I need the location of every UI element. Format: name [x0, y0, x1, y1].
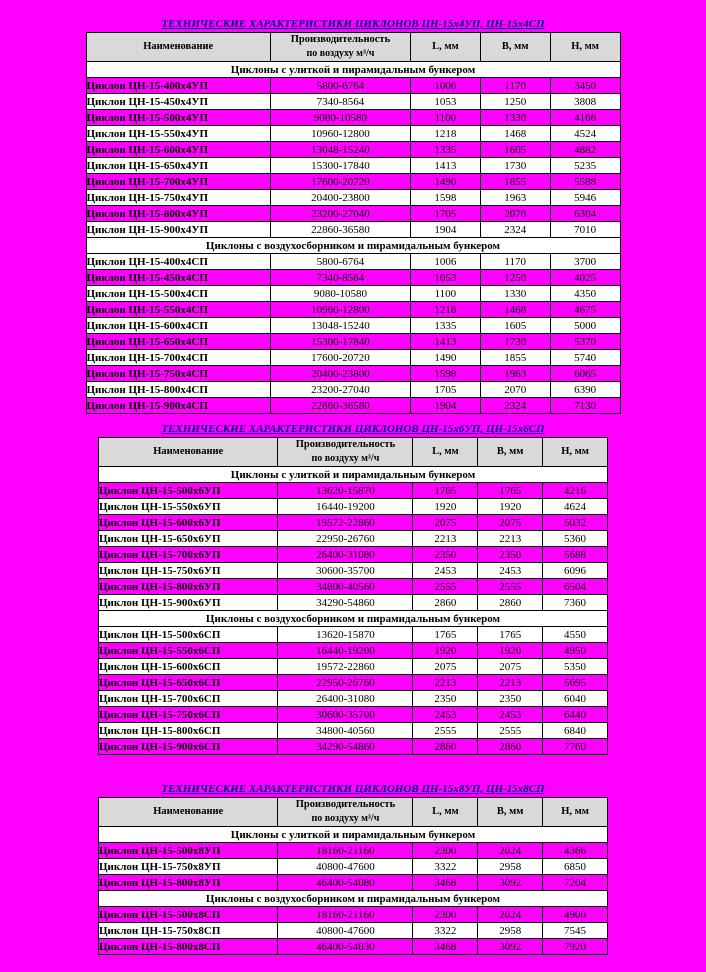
cell-l: 2555: [413, 723, 478, 739]
cell-capacity: 13048-15240: [270, 142, 410, 158]
cell-h: 5946: [550, 190, 620, 206]
section-header-row: [99, 827, 608, 843]
table-row: [86, 174, 620, 190]
cell-b: 1170: [480, 254, 550, 270]
header-capacity-line1: Производительность: [295, 439, 396, 450]
cell-name: Циклон ЦН-15-750х6СП: [99, 707, 278, 723]
header-height: H, мм: [543, 798, 608, 827]
cell-name: Циклон ЦН-15-500х4СП: [86, 286, 270, 302]
table-row: [86, 142, 620, 158]
spec-table-3: [98, 797, 608, 955]
section-label: Циклоны с воздухосборником и пирамидальным бункером: [99, 891, 608, 907]
cell-h: 6040: [543, 691, 608, 707]
cell-l: 1335: [410, 318, 480, 334]
cell-name: Циклон ЦН-15-500х6СП: [99, 627, 278, 643]
cell-capacity: 19572-22860: [278, 659, 413, 675]
header-capacity-line1: Производительность: [295, 799, 396, 810]
cell-capacity: 18160-21160: [278, 843, 413, 859]
cell-capacity: 40800-47600: [278, 859, 413, 875]
section-header-row: [99, 611, 608, 627]
cell-l: 1218: [410, 126, 480, 142]
cell-b: 2075: [478, 515, 543, 531]
header-capacity-line2: по воздуху м³/ч: [311, 453, 380, 464]
cell-capacity: 46400-54080: [278, 875, 413, 891]
table-row: [99, 579, 608, 595]
cell-name: Циклон ЦН-15-750х8СП: [99, 923, 278, 939]
cell-l: 2860: [413, 595, 478, 611]
cell-name: Циклон ЦН-15-900х4СП: [86, 398, 270, 414]
header-length: L, мм: [410, 33, 480, 62]
table-header-row: [99, 438, 608, 467]
table-row: [99, 499, 608, 515]
table-row: [86, 78, 620, 94]
cell-name: Циклон ЦН-15-600х4УП: [86, 142, 270, 158]
cell-l: 2300: [413, 907, 478, 923]
table-row: [99, 875, 608, 891]
block-title: ТЕХНИЧЕСКИЕ ХАРАКТЕРИСТИКИ ЦИКЛОНОВ ЦН-15х4УП, ЦН-15х4СП: [161, 18, 545, 30]
cell-b: 2350: [478, 691, 543, 707]
cell-name: Циклон ЦН-15-700х4УП: [86, 174, 270, 190]
header-width: B, мм: [480, 33, 550, 62]
cell-h: 6440: [543, 707, 608, 723]
table-row: [99, 531, 608, 547]
cell-h: 5350: [543, 659, 608, 675]
table-row: [86, 350, 620, 366]
cell-capacity: 30600-35700: [278, 707, 413, 723]
cell-name: Циклон ЦН-15-500х6УП: [99, 483, 278, 499]
table-row: [86, 302, 620, 318]
cell-h: 5370: [550, 334, 620, 350]
cell-name: Циклон ЦН-15-800х4СП: [86, 382, 270, 398]
cell-name: Циклон ЦН-15-650х6УП: [99, 531, 278, 547]
table-row: [99, 659, 608, 675]
cell-l: 2213: [413, 675, 478, 691]
cell-capacity: 22860-36580: [270, 398, 410, 414]
table-header-row: [86, 33, 620, 62]
cell-capacity: 34290-54860: [278, 595, 413, 611]
cell-l: 1006: [410, 78, 480, 94]
cell-b: 2024: [478, 907, 543, 923]
cell-b: 1963: [480, 366, 550, 382]
spec-block-1: [40, 18, 666, 414]
cell-b: 2075: [478, 659, 543, 675]
cell-l: 1413: [410, 158, 480, 174]
cell-b: 2350: [478, 547, 543, 563]
cell-capacity: 34800-40560: [278, 723, 413, 739]
header-name: Наименование: [99, 438, 278, 467]
cell-h: 5695: [543, 675, 608, 691]
cell-capacity: 17600-20720: [270, 350, 410, 366]
table-row: [86, 94, 620, 110]
cell-capacity: 13620-15870: [278, 483, 413, 499]
cell-name: Циклон ЦН-15-500х8УП: [99, 843, 278, 859]
cell-l: 1100: [410, 286, 480, 302]
cell-name: Циклон ЦН-15-500х8СП: [99, 907, 278, 923]
table-row: [86, 366, 620, 382]
cell-l: 1053: [410, 94, 480, 110]
cell-l: 1335: [410, 142, 480, 158]
table-row: [99, 675, 608, 691]
section-label: Циклоны с воздухосборником и пирамидальным бункером: [86, 238, 620, 254]
cell-name: Циклон ЦН-15-600х6СП: [99, 659, 278, 675]
table-row: [99, 939, 608, 955]
table-row: [99, 859, 608, 875]
cell-b: 2070: [480, 206, 550, 222]
cell-h: 4366: [543, 843, 608, 859]
table-row: [99, 595, 608, 611]
cell-l: 3322: [413, 859, 478, 875]
cell-b: 2024: [478, 843, 543, 859]
cell-l: 3322: [413, 923, 478, 939]
cell-name: Циклон ЦН-15-550х6УП: [99, 499, 278, 515]
cell-h: 6065: [550, 366, 620, 382]
cell-capacity: 10960-12800: [270, 302, 410, 318]
cell-h: 5000: [550, 318, 620, 334]
table-row: [86, 318, 620, 334]
cell-b: 2213: [478, 531, 543, 547]
cell-h: 4624: [543, 499, 608, 515]
cell-b: 1250: [480, 270, 550, 286]
cell-b: 1250: [480, 94, 550, 110]
cell-h: 5588: [550, 174, 620, 190]
cell-capacity: 18160-21160: [278, 907, 413, 923]
cell-l: 2453: [413, 563, 478, 579]
cell-b: 1468: [480, 302, 550, 318]
cell-h: 7760: [543, 739, 608, 755]
header-capacity-line1: Производительность: [290, 34, 391, 45]
cell-b: 2453: [478, 563, 543, 579]
cell-h: 4216: [543, 483, 608, 499]
cell-h: 6504: [543, 579, 608, 595]
header-height: H, мм: [550, 33, 620, 62]
section-label: Циклоны с улиткой и пирамидальным бункером: [99, 827, 608, 843]
table-row: [86, 270, 620, 286]
table-row: [99, 843, 608, 859]
cell-h: 6096: [543, 563, 608, 579]
table-row: [86, 286, 620, 302]
cell-h: 6390: [550, 382, 620, 398]
cell-b: 2070: [480, 382, 550, 398]
cell-capacity: 5800-6764: [270, 254, 410, 270]
table-row: [99, 483, 608, 499]
cell-l: 3468: [413, 875, 478, 891]
cell-name: Циклон ЦН-15-700х6СП: [99, 691, 278, 707]
header-capacity-line2: по воздуху м³/ч: [311, 813, 380, 824]
table-row: [86, 110, 620, 126]
header-capacity-line2: по воздуху м³/ч: [306, 48, 375, 59]
cell-l: 1490: [410, 174, 480, 190]
cell-name: Циклон ЦН-15-450х4УП: [86, 94, 270, 110]
cell-h: 4900: [543, 907, 608, 923]
table-row: [86, 206, 620, 222]
cell-name: Циклон ЦН-15-750х4УП: [86, 190, 270, 206]
cell-l: 2555: [413, 579, 478, 595]
cell-l: 2300: [413, 843, 478, 859]
cell-capacity: 7340-8564: [270, 270, 410, 286]
cell-b: 1330: [480, 110, 550, 126]
table-row: [86, 222, 620, 238]
cell-l: 3468: [413, 939, 478, 955]
cell-b: 2213: [478, 675, 543, 691]
cell-capacity: 5800-6764: [270, 78, 410, 94]
cell-l: 1920: [413, 643, 478, 659]
cell-name: Циклон ЦН-15-550х6СП: [99, 643, 278, 659]
table-row: [99, 923, 608, 939]
section-label: Циклоны с улиткой и пирамидальным бункером: [86, 62, 620, 78]
cell-h: 5235: [550, 158, 620, 174]
cell-h: 4550: [543, 627, 608, 643]
cell-capacity: 23200-27040: [270, 206, 410, 222]
cell-b: 1605: [480, 142, 550, 158]
cell-b: 1170: [480, 78, 550, 94]
cell-name: Циклон ЦН-15-500х4УП: [86, 110, 270, 126]
cell-b: 1855: [480, 350, 550, 366]
cell-h: 4350: [550, 286, 620, 302]
cell-h: 4166: [550, 110, 620, 126]
cell-h: 7204: [543, 875, 608, 891]
cell-l: 1705: [410, 206, 480, 222]
cell-capacity: 13048-15240: [270, 318, 410, 334]
cell-name: Циклон ЦН-15-750х6УП: [99, 563, 278, 579]
cell-b: 1468: [480, 126, 550, 142]
cell-b: 2860: [478, 595, 543, 611]
cell-l: 1920: [413, 499, 478, 515]
cell-l: 2075: [413, 659, 478, 675]
cell-name: Циклон ЦН-15-600х4СП: [86, 318, 270, 334]
cell-b: 1920: [478, 643, 543, 659]
cell-b: 2958: [478, 859, 543, 875]
cell-name: Циклон ЦН-15-700х4СП: [86, 350, 270, 366]
cell-l: 1053: [410, 270, 480, 286]
cell-h: 6850: [543, 859, 608, 875]
table-row: [99, 691, 608, 707]
cell-h: 4882: [550, 142, 620, 158]
cell-name: Циклон ЦН-15-550х4УП: [86, 126, 270, 142]
cell-h: 4675: [550, 302, 620, 318]
table-row: [99, 739, 608, 755]
cell-name: Циклон ЦН-15-800х8УП: [99, 875, 278, 891]
table-header-row: [99, 798, 608, 827]
cell-name: Циклон ЦН-15-800х8СП: [99, 939, 278, 955]
cell-h: 7360: [543, 595, 608, 611]
cell-h: 7130: [550, 398, 620, 414]
spec-block-2: [40, 423, 666, 755]
table-row: [99, 707, 608, 723]
cell-h: 5032: [543, 515, 608, 531]
cell-l: 2453: [413, 707, 478, 723]
spec-block-3: [40, 783, 666, 955]
header-length: L, мм: [413, 798, 478, 827]
cell-l: 1490: [410, 350, 480, 366]
cell-b: 2860: [478, 739, 543, 755]
cell-h: 6304: [550, 206, 620, 222]
cell-h: 4524: [550, 126, 620, 142]
cell-capacity: 9080-10580: [270, 286, 410, 302]
cell-name: Циклон ЦН-15-450х4СП: [86, 270, 270, 286]
cell-capacity: 10960-12800: [270, 126, 410, 142]
cell-capacity: 22860-36580: [270, 222, 410, 238]
cell-h: 5740: [550, 350, 620, 366]
cell-name: Циклон ЦН-15-800х4УП: [86, 206, 270, 222]
cell-name: Циклон ЦН-15-650х4СП: [86, 334, 270, 350]
table-row: [86, 254, 620, 270]
cell-b: 2958: [478, 923, 543, 939]
cell-l: 2350: [413, 547, 478, 563]
cell-l: 1100: [410, 110, 480, 126]
cell-capacity: 13620-15870: [278, 627, 413, 643]
cell-b: 1730: [480, 158, 550, 174]
cell-l: 2075: [413, 515, 478, 531]
cell-capacity: 34800-40560: [278, 579, 413, 595]
cell-capacity: 9080-10580: [270, 110, 410, 126]
cell-h: 5360: [543, 531, 608, 547]
cell-b: 3092: [478, 875, 543, 891]
cell-name: Циклон ЦН-15-800х6УП: [99, 579, 278, 595]
cell-h: 7545: [543, 923, 608, 939]
cell-b: 1730: [480, 334, 550, 350]
header-width: B, мм: [478, 438, 543, 467]
cell-capacity: 26400-31080: [278, 691, 413, 707]
block-title: ТЕХНИЧЕСКИЕ ХАРАКТЕРИСТИКИ ЦИКЛОНОВ ЦН-15х6УП, ЦН-15х6СП: [161, 423, 545, 435]
table-row: [99, 643, 608, 659]
header-height: H, мм: [543, 438, 608, 467]
table-row: [86, 382, 620, 398]
cell-b: 2453: [478, 707, 543, 723]
header-capacity: [278, 798, 413, 827]
cell-l: 1218: [410, 302, 480, 318]
section-header-row: [86, 62, 620, 78]
cell-l: 2350: [413, 691, 478, 707]
cell-capacity: 34290-54860: [278, 739, 413, 755]
table-row: [86, 334, 620, 350]
cell-capacity: 17600-20720: [270, 174, 410, 190]
cell-h: 3700: [550, 254, 620, 270]
cell-name: Циклон ЦН-15-900х6СП: [99, 739, 278, 755]
cell-name: Циклон ЦН-15-700х6УП: [99, 547, 278, 563]
cell-b: 2324: [480, 222, 550, 238]
header-width: B, мм: [478, 798, 543, 827]
table-row: [99, 627, 608, 643]
cell-h: 3450: [550, 78, 620, 94]
cell-l: 1006: [410, 254, 480, 270]
table-row: [86, 158, 620, 174]
table-row: [86, 126, 620, 142]
section-header-row: [99, 891, 608, 907]
cell-capacity: 15300-17840: [270, 158, 410, 174]
cell-l: 2213: [413, 531, 478, 547]
cell-capacity: 26400-31080: [278, 547, 413, 563]
section-label: Циклоны с воздухосборником и пирамидальным бункером: [99, 611, 608, 627]
cell-name: Циклон ЦН-15-900х4УП: [86, 222, 270, 238]
block-title: ТЕХНИЧЕСКИЕ ХАРАКТЕРИСТИКИ ЦИКЛОНОВ ЦН-15х8УП, ЦН-15х8СП: [161, 783, 545, 795]
cell-l: 1598: [410, 366, 480, 382]
cell-b: 2555: [478, 579, 543, 595]
cell-capacity: 16440-19200: [278, 643, 413, 659]
header-capacity: [278, 438, 413, 467]
cell-l: 1598: [410, 190, 480, 206]
cell-name: Циклон ЦН-15-400х4СП: [86, 254, 270, 270]
header-name: Наименование: [99, 798, 278, 827]
cell-b: 1855: [480, 174, 550, 190]
cell-name: Циклон ЦН-15-550х4СП: [86, 302, 270, 318]
cell-l: 1413: [410, 334, 480, 350]
spec-table-1: [86, 32, 621, 414]
cell-h: 7010: [550, 222, 620, 238]
cell-capacity: 7340-8564: [270, 94, 410, 110]
cell-l: 1765: [413, 627, 478, 643]
cell-b: 1963: [480, 190, 550, 206]
table-row: [86, 398, 620, 414]
cell-h: 3808: [550, 94, 620, 110]
cell-l: 1904: [410, 222, 480, 238]
table-row: [99, 723, 608, 739]
cell-capacity: 15300-17840: [270, 334, 410, 350]
table-row: [99, 547, 608, 563]
cell-capacity: 22950-26760: [278, 531, 413, 547]
cell-name: Циклон ЦН-15-750х8УП: [99, 859, 278, 875]
cell-h: 4950: [543, 643, 608, 659]
header-length: L, мм: [413, 438, 478, 467]
cell-name: Циклон ЦН-15-600х6УП: [99, 515, 278, 531]
cell-b: 1605: [480, 318, 550, 334]
cell-capacity: 20400-23800: [270, 366, 410, 382]
cell-name: Циклон ЦН-15-650х6СП: [99, 675, 278, 691]
cell-capacity: 40800-47600: [278, 923, 413, 939]
table-row: [86, 190, 620, 206]
cell-b: 1330: [480, 286, 550, 302]
cell-name: Циклон ЦН-15-900х6УП: [99, 595, 278, 611]
cell-name: Циклон ЦН-15-800х6СП: [99, 723, 278, 739]
cell-name: Циклон ЦН-15-750х4СП: [86, 366, 270, 382]
cell-b: 3092: [478, 939, 543, 955]
header-name: Наименование: [86, 33, 270, 62]
table-row: [99, 563, 608, 579]
cell-b: 1920: [478, 499, 543, 515]
header-capacity: [270, 33, 410, 62]
cell-name: Циклон ЦН-15-400х4УП: [86, 78, 270, 94]
cell-capacity: 23200-27040: [270, 382, 410, 398]
cell-capacity: 20400-23800: [270, 190, 410, 206]
section-header-row: [86, 238, 620, 254]
cell-l: 1765: [413, 483, 478, 499]
section-label: Циклоны с улиткой и пирамидальным бункером: [99, 467, 608, 483]
cell-h: 6840: [543, 723, 608, 739]
table-row: [99, 907, 608, 923]
cell-capacity: 30600-35700: [278, 563, 413, 579]
cell-h: 7920: [543, 939, 608, 955]
cell-capacity: 16440-19200: [278, 499, 413, 515]
cell-b: 2324: [480, 398, 550, 414]
table-row: [99, 515, 608, 531]
cell-capacity: 19572-22860: [278, 515, 413, 531]
section-header-row: [99, 467, 608, 483]
cell-b: 2555: [478, 723, 543, 739]
cell-capacity: 22950-26760: [278, 675, 413, 691]
cell-capacity: 46400-54030: [278, 939, 413, 955]
cell-b: 1765: [478, 483, 543, 499]
cell-l: 1904: [410, 398, 480, 414]
spec-table-2: [98, 437, 608, 755]
cell-h: 5688: [543, 547, 608, 563]
cell-b: 1765: [478, 627, 543, 643]
cell-h: 4025: [550, 270, 620, 286]
cell-l: 2860: [413, 739, 478, 755]
cell-name: Циклон ЦН-15-650х4УП: [86, 158, 270, 174]
cell-l: 1705: [410, 382, 480, 398]
